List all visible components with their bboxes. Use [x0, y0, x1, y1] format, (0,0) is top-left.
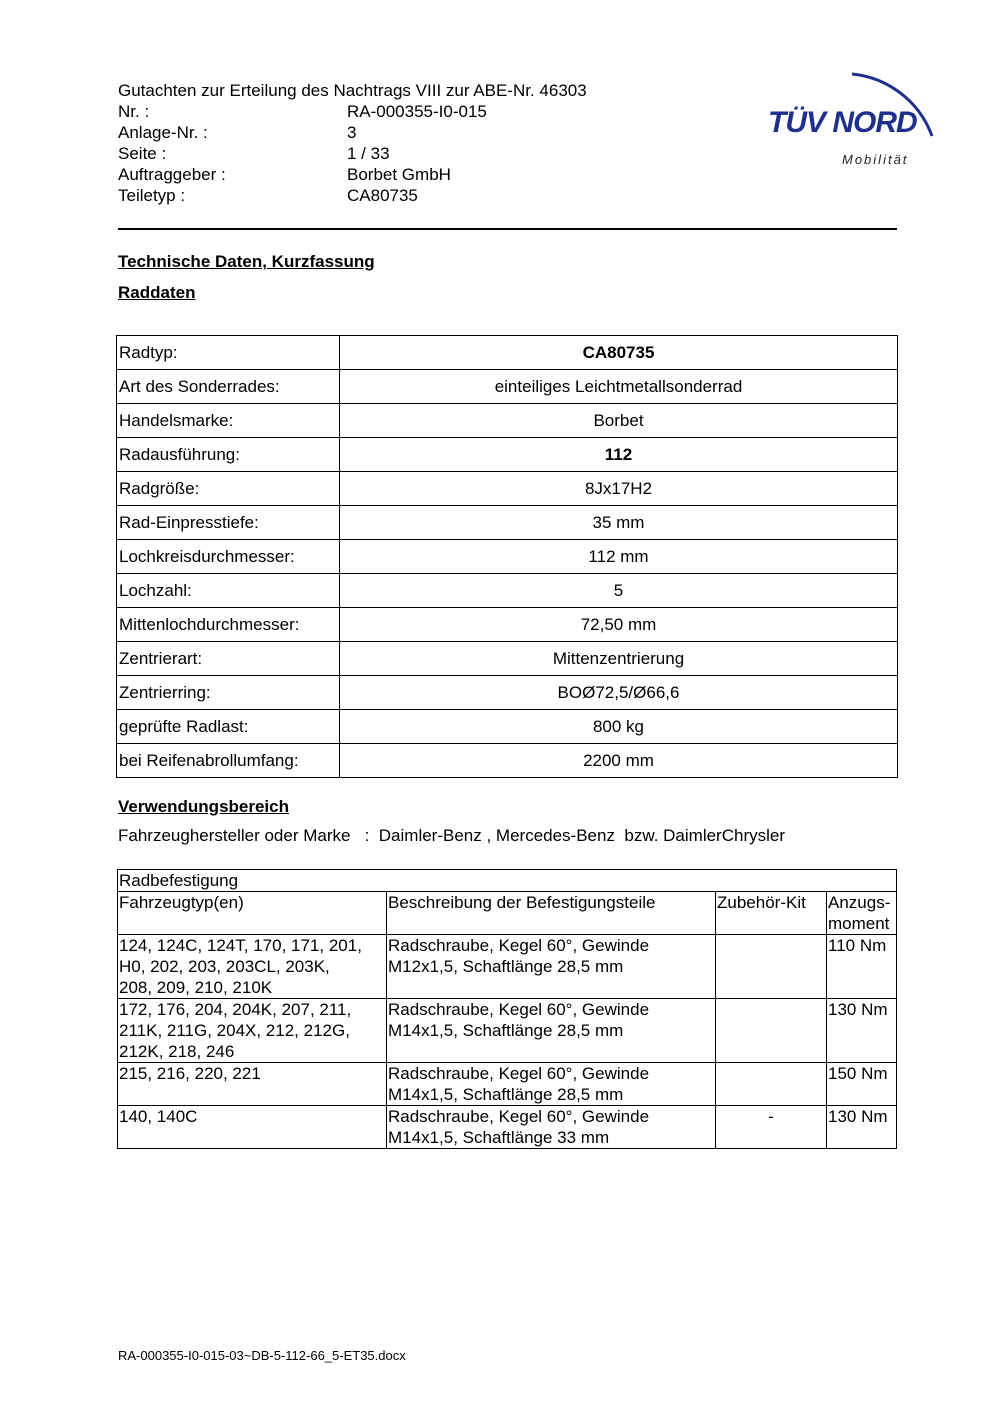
vehicle-types-cell: 215, 216, 220, 221 [118, 1063, 387, 1106]
fastener-description-cell: Radschraube, Kegel 60°, Gewinde M14x1,5, Schaftlänge 33 mm [387, 1106, 716, 1149]
document-title: Gutachten zur Erteilung des Nachtrags VIII zur ABE-Nr. 46303 [118, 81, 587, 100]
raddaten-value: 72,50 mm [340, 608, 898, 642]
raddaten-row [117, 472, 898, 506]
raddaten-row [117, 710, 898, 744]
fastening-row [118, 1106, 897, 1149]
raddaten-value: 5 [340, 574, 898, 608]
header-row-nr [118, 101, 587, 122]
usage-title: Verwendungsbereich [118, 797, 289, 816]
fastener-description-cell: Radschraube, Kegel 60°, Gewinde M12x1,5, Schaftlänge 28,5 mm [387, 935, 716, 999]
header-cell: Fahrzeugtyp(en) [118, 892, 387, 935]
vehicle-types-cell: 124, 124C, 124T, 170, 171, 201, H0, 202, 203, 203CL, 203K, 208, 209, 210, 210K [118, 935, 387, 999]
raddaten-row [117, 404, 898, 438]
raddaten-label: Radgröße: [117, 472, 340, 506]
raddaten-label: Radtyp: [117, 336, 340, 370]
document-header [118, 80, 587, 206]
header-value: Borbet GmbH [347, 165, 451, 184]
raddaten-value: 112 [340, 438, 898, 472]
header-label: Nr. : [118, 102, 150, 121]
header-label: Auftraggeber : [118, 165, 226, 184]
raddaten-row [117, 744, 898, 778]
fastening-row [118, 999, 897, 1063]
raddaten-label: Zentrierring: [117, 676, 340, 710]
raddaten-label: bei Reifenabrollumfang: [117, 744, 340, 778]
vehicle-types-cell: 140, 140C [118, 1106, 387, 1149]
raddaten-value: einteiliges Leichtmetallsonderrad [340, 370, 898, 404]
header-row-auftraggeber [118, 164, 587, 185]
logo-subtitle: Mobilität [842, 152, 909, 167]
footer-filename: RA-000355-I0-015-03~DB-5-112-66_5-ET35.docx [118, 1348, 406, 1363]
header-row-teiletyp [118, 185, 587, 206]
header-value: 1 / 33 [347, 144, 390, 163]
raddaten-value: 8Jx17H2 [340, 472, 898, 506]
raddaten-value: Mittenzentrierung [340, 642, 898, 676]
header-label: Teiletyp : [118, 186, 186, 205]
fastening-header-row [118, 892, 897, 935]
usage-line: Fahrzeughersteller oder Marke : Daimler-Benz , Mercedes-Benz bzw. DaimlerChrysler [118, 826, 786, 845]
accessory-kit-cell [716, 1063, 827, 1106]
fastening-title-row [118, 870, 897, 892]
raddaten-label: Handelsmarke: [117, 404, 340, 438]
header-value: 3 [347, 123, 357, 142]
torque-cell: 110 Nm [827, 935, 897, 999]
tuev-nord-logo [760, 56, 945, 176]
fastening-row [118, 935, 897, 999]
raddaten-title: Raddaten [118, 283, 196, 302]
raddaten-value: 800 kg [340, 710, 898, 744]
header-cell: Zubehör-Kit [716, 892, 827, 935]
raddaten-value: 35 mm [340, 506, 898, 540]
raddaten-label: Zentrierart: [117, 642, 340, 676]
section-title: Technische Daten, Kurzfassung [118, 252, 375, 271]
raddaten-row [117, 370, 898, 404]
raddaten-row [117, 540, 898, 574]
raddaten-value: 112 mm [340, 540, 898, 574]
raddaten-value: BOØ72,5/Ø66,6 [340, 676, 898, 710]
header-divider [118, 228, 897, 230]
header-label: Seite : [118, 144, 167, 163]
raddaten-label: Lochzahl: [117, 574, 340, 608]
raddaten-label: geprüfte Radlast: [117, 710, 340, 744]
fastening-table [117, 869, 897, 1149]
torque-cell: 150 Nm [827, 1063, 897, 1106]
accessory-kit-cell: - [716, 1106, 827, 1149]
raddaten-value: CA80735 [340, 336, 898, 370]
raddaten-table [116, 335, 898, 778]
raddaten-value: 2200 mm [340, 744, 898, 778]
fastening-title: Radbefestigung [118, 870, 897, 892]
header-cell: Anzugs- moment [827, 892, 897, 935]
torque-cell: 130 Nm [827, 999, 897, 1063]
raddaten-row [117, 642, 898, 676]
raddaten-label: Mittenlochdurchmesser: [117, 608, 340, 642]
raddaten-label: Rad-Einpresstiefe: [117, 506, 340, 540]
raddaten-row [117, 574, 898, 608]
raddaten-label: Art des Sonderrades: [117, 370, 340, 404]
header-label: Anlage-Nr. : [118, 123, 208, 142]
raddaten-row [117, 676, 898, 710]
header-row-anlage [118, 122, 587, 143]
raddaten-row [117, 438, 898, 472]
header-value: CA80735 [347, 186, 418, 205]
vehicle-types-cell: 172, 176, 204, 204K, 207, 211, 211K, 211G, 204X, 212, 212G, 212K, 218, 246 [118, 999, 387, 1063]
raddaten-row [117, 506, 898, 540]
raddaten-label: Radausführung: [117, 438, 340, 472]
raddaten-row [117, 336, 898, 370]
header-cell: Beschreibung der Befestigungsteile [387, 892, 716, 935]
header-row-seite [118, 143, 587, 164]
torque-cell: 130 Nm [827, 1106, 897, 1149]
header-value: RA-000355-I0-015 [347, 102, 487, 121]
accessory-kit-cell [716, 935, 827, 999]
fastener-description-cell: Radschraube, Kegel 60°, Gewinde M14x1,5, Schaftlänge 28,5 mm [387, 999, 716, 1063]
logo-wordmark: TÜV NORD [768, 106, 917, 139]
raddaten-value: Borbet [340, 404, 898, 438]
fastener-description-cell: Radschraube, Kegel 60°, Gewinde M14x1,5, Schaftlänge 28,5 mm [387, 1063, 716, 1106]
fastening-row [118, 1063, 897, 1106]
raddaten-row [117, 608, 898, 642]
raddaten-label: Lochkreisdurchmesser: [117, 540, 340, 574]
accessory-kit-cell [716, 999, 827, 1063]
